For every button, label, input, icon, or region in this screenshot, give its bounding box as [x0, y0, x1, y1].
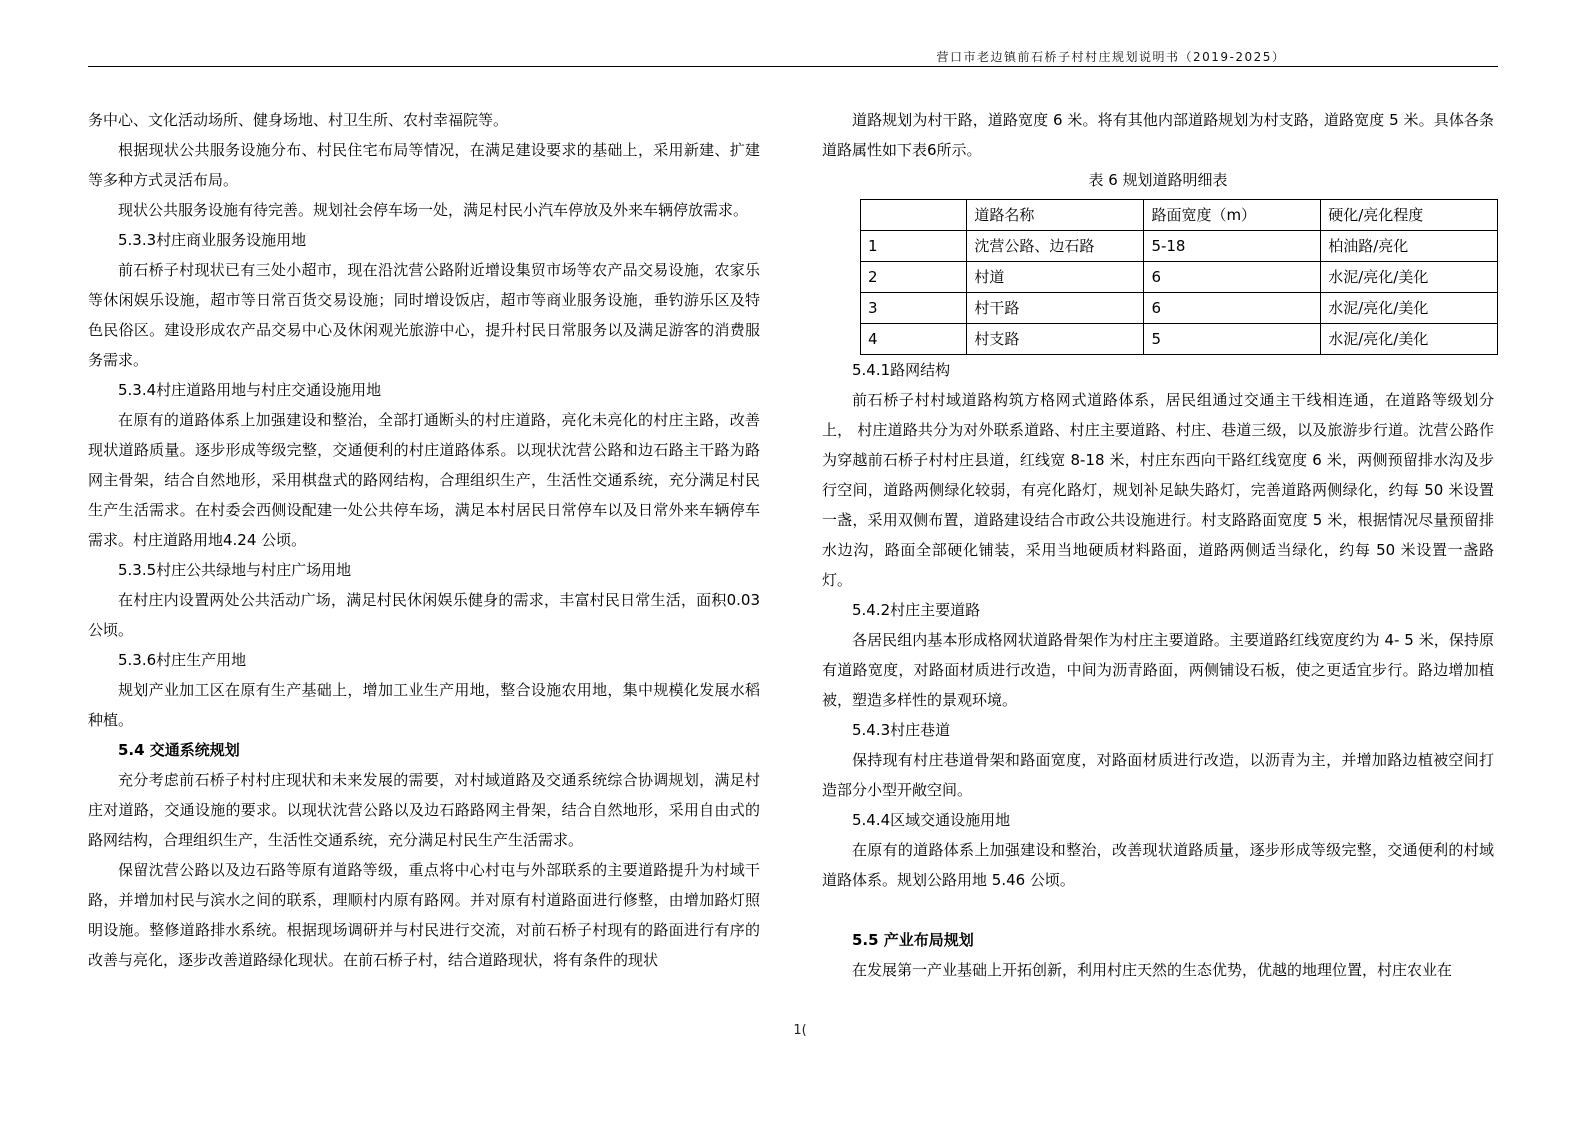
section-heading-5-4: 5.4 交通系统规划	[118, 741, 240, 759]
section-heading-5-5: 5.5 产业布局规划	[852, 931, 974, 949]
table-cell: 6	[1144, 293, 1321, 324]
section-gap	[822, 895, 1494, 925]
table-header-cell: 道路名称	[967, 200, 1144, 231]
paragraph: 在原有的道路体系上加强建设和整治，全部打通断头的村庄道路，亮化未亮化的村庄主路，改善现状道路质量。逐步形成等级完整，交通便利的村庄道路体系。以现状沈营公路和边石路主干路为路网主骨架，结合自然地形，采用棋盘式的路网结构，合理组织生产，生活性交通系统，充分满足村民生产生活需求。在村委会西侧设配建一处公共停车场，满足本村居民日常停车以及日常外来车辆停车需求。村庄道路用地4.24 公顷。	[88, 411, 760, 549]
paragraph: 道路规划为村干路，道路宽度 6 米。将有其他内部道路规划为村支路，道路宽度 5 米。具体各条道路属性如下表6所示。	[822, 111, 1494, 159]
paragraph: 根据现状公共服务设施分布、村民住宅布局等情况，在满足建设要求的基础上，采用新建、扩建等多种方式灵活布局。	[88, 141, 760, 189]
table-cell: 村道	[967, 262, 1144, 293]
table-cell: 1	[861, 231, 967, 262]
table-cell: 村干路	[967, 293, 1144, 324]
running-header: 营口市老边镇前石桥子村村庄规划说明书（2019-2025）	[936, 50, 1286, 64]
table-row	[861, 293, 1498, 324]
section-heading-5-4-2: 5.4.2村庄主要道路	[852, 601, 981, 619]
road-detail-table	[860, 199, 1498, 355]
paragraph: 各居民组内基本形成格网状道路骨架作为村庄主要道路。主要道路红线宽度约为 4- 5 米，保持原有道路宽度，对路面材质进行改造，中间为沥青路面，两侧铺设石板，使之更适宜步行。路边增加植被，塑造多样性的景观环境。	[822, 631, 1494, 709]
page-number: 1(	[793, 1023, 807, 1038]
table-header-cell	[861, 200, 967, 231]
paragraph: 规划产业加工区在原有生产基础上，增加工业生产用地，整合设施农用地，集中规模化发展水稻种植。	[88, 681, 760, 729]
table-cell: 沈营公路、边石路	[967, 231, 1144, 262]
table-cell: 村支路	[967, 324, 1144, 355]
table-caption: 表 6 规划道路明细表	[1088, 171, 1228, 189]
paragraph: 保持现有村庄巷道骨架和路面宽度，对路面材质进行改造，以沥青为主，并增加路边植被空间打造部分小型开敞空间。	[822, 751, 1494, 799]
paragraph: 在村庄内设置两处公共活动广场，满足村民休闲娱乐健身的需求，丰富村民日常生活，面积0.03公顷。	[88, 591, 760, 639]
left-column	[88, 105, 760, 975]
table-cell: 5-18	[1144, 231, 1321, 262]
paragraph: 务中心、文化活动场所、健身场地、村卫生所、农村幸福院等。	[88, 111, 509, 129]
table-cell: 水泥/亮化/美化	[1321, 324, 1498, 355]
section-heading-5-4-1: 5.4.1路网结构	[852, 361, 951, 379]
table-cell: 2	[861, 262, 967, 293]
table-cell: 6	[1144, 262, 1321, 293]
right-column	[822, 105, 1494, 985]
section-heading-5-3-6: 5.3.6村庄生产用地	[118, 651, 247, 669]
table-cell: 水泥/亮化/美化	[1321, 262, 1498, 293]
table-cell: 4	[861, 324, 967, 355]
table-header-cell: 路面宽度（m）	[1144, 200, 1321, 231]
paragraph: 保留沈营公路以及边石路等原有道路等级，重点将中心村屯与外部联系的主要道路提升为村域干路，并增加村民与滨水之间的联系，理顺村内原有路网。并对原有村道路面进行修整，由增加路灯照明设施。整修道路排水系统。根据现场调研并与村民进行交流，对前石桥子村现有的路面进行有序的改善与亮化，逐步改善道路绿化现状。在前石桥子村，结合道路现状，将有条件的现状	[88, 861, 760, 969]
table-row	[861, 262, 1498, 293]
section-heading-5-3-3: 5.3.3村庄商业服务设施用地	[118, 231, 307, 249]
paragraph: 前石桥子村现状已有三处小超市，现在沿沈营公路附近增设集贸市场等农产品交易设施，农家乐等休闲娱乐设施，超市等日常百货交易设施；同时增设饭店，超市等商业服务设施，垂钓游乐区及特色民俗区。建设形成农产品交易中心及休闲观光旅游中心，提升村民日常服务以及满足游客的消费服务需求。	[88, 261, 760, 369]
table-cell: 水泥/亮化/美化	[1321, 293, 1498, 324]
table-header-cell: 硬化/亮化程度	[1321, 200, 1498, 231]
table-row	[861, 231, 1498, 262]
paragraph: 前石桥子村村域道路构筑方格网式道路体系，居民组通过交通主干线相连通，在道路等级划分上， 村庄道路共分为对外联系道路、村庄主要道路、村庄、巷道三级，以及旅游步行道。沈营公路作为穿越前石桥子村村庄县道，红线宽 8-18 米，村庄东西向干路红线宽度 6 米，两侧预留排水沟及步行空间，道路两侧绿化较弱，有亮化路灯，规划补足缺失路灯，完善道路两侧绿化，约每 50 米设置一盏，采用双侧布置，道路建设结合市政公共设施进行。村支路路面宽度 5 米，根据情况尽量预留排水边沟，路面全部硬化铺装，采用当地硬质材料路面，道路两侧适当绿化，约每 50 米设置一盏路灯。	[822, 391, 1494, 589]
table-header-row	[861, 200, 1498, 231]
header-rule	[88, 66, 1498, 67]
table-cell: 3	[861, 293, 967, 324]
table-cell: 柏油路/亮化	[1321, 231, 1498, 262]
section-heading-5-4-3: 5.4.3村庄巷道	[852, 721, 951, 739]
paragraph: 在原有的道路体系上加强建设和整治，改善现状道路质量，逐步形成等级完整，交通便利的村域道路体系。规划公路用地 5.46 公顷。	[822, 841, 1494, 889]
table-row	[861, 324, 1498, 355]
paragraph: 充分考虑前石桥子村村庄现状和未来发展的需要，对村域道路及交通系统综合协调规划，满足村庄对道路，交通设施的要求。以现状沈营公路以及边石路路网主骨架，结合自然地形，采用自由式的路网结构，合理组织生产，生活性交通系统，充分满足村民生产生活需求。	[88, 771, 760, 849]
paragraph: 在发展第一产业基础上开拓创新，利用村庄天然的生态优势，优越的地理位置，村庄农业在	[852, 961, 1453, 979]
section-heading-5-3-4: 5.3.4村庄道路用地与村庄交通设施用地	[118, 381, 382, 399]
section-heading-5-4-4: 5.4.4区域交通设施用地	[852, 811, 1011, 829]
paragraph: 现状公共服务设施有待完善。规划社会停车场一处，满足村民小汽车停放及外来车辆停放需求。	[118, 201, 749, 219]
table-cell: 5	[1144, 324, 1321, 355]
section-heading-5-3-5: 5.3.5村庄公共绿地与村庄广场用地	[118, 561, 352, 579]
